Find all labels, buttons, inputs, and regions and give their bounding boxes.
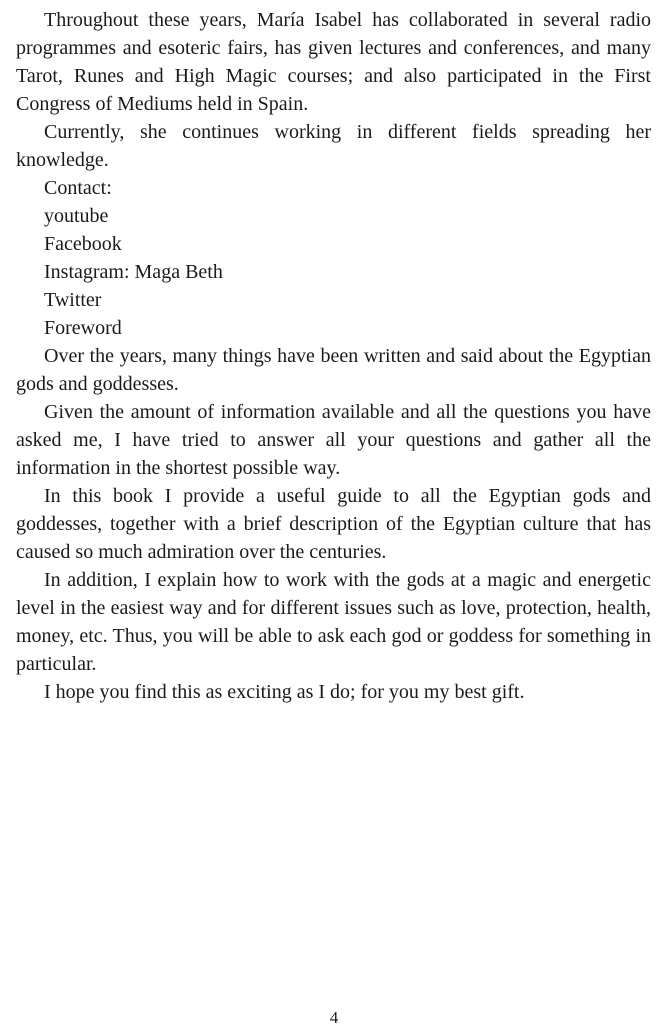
page-number: 4 — [329, 1008, 339, 1027]
contact-heading: Contact: — [44, 177, 112, 199]
contact-instagram: Instagram: Maga Beth — [44, 261, 223, 283]
page-body — [16, 6, 651, 706]
contact-facebook: Facebook — [44, 233, 122, 255]
contact-youtube: youtube — [44, 205, 109, 227]
paragraph-information: Given the amount of information available and all the questions you have asked me, I have tried to answer all your questions and gather all the information in the shortest possible way. — [16, 401, 651, 479]
contact-twitter: Twitter — [44, 289, 102, 311]
foreword-heading: Foreword — [44, 317, 122, 339]
paragraph-magic: In addition, I explain how to work with the gods at a magic and energetic level in the easiest way and for different issues such as love, protection, health, money, etc. Thus, you will be able to ask each god or goddess for something in particular. — [16, 569, 651, 675]
paragraph-guide: In this book I provide a useful guide to all the Egyptian gods and goddesses, together with a brief description of the Egyptian culture that has caused so much admiration over the centuries. — [16, 485, 651, 563]
paragraph-collaborations: Throughout these years, María Isabel has collaborated in several radio programmes and esoteric fairs, has given lectures and conferences, and many Tarot, Runes and High Magic courses; and also participated in the First Congress of Mediums held in Spain. — [16, 9, 651, 115]
paragraph-over-the-years: Over the years, many things have been written and said about the Egyptian gods and goddesses. — [16, 345, 651, 395]
paragraph-currently: Currently, she continues working in different fields spreading her knowledge. — [16, 121, 651, 171]
paragraph-closing: I hope you find this as exciting as I do; for you my best gift. — [44, 681, 525, 703]
